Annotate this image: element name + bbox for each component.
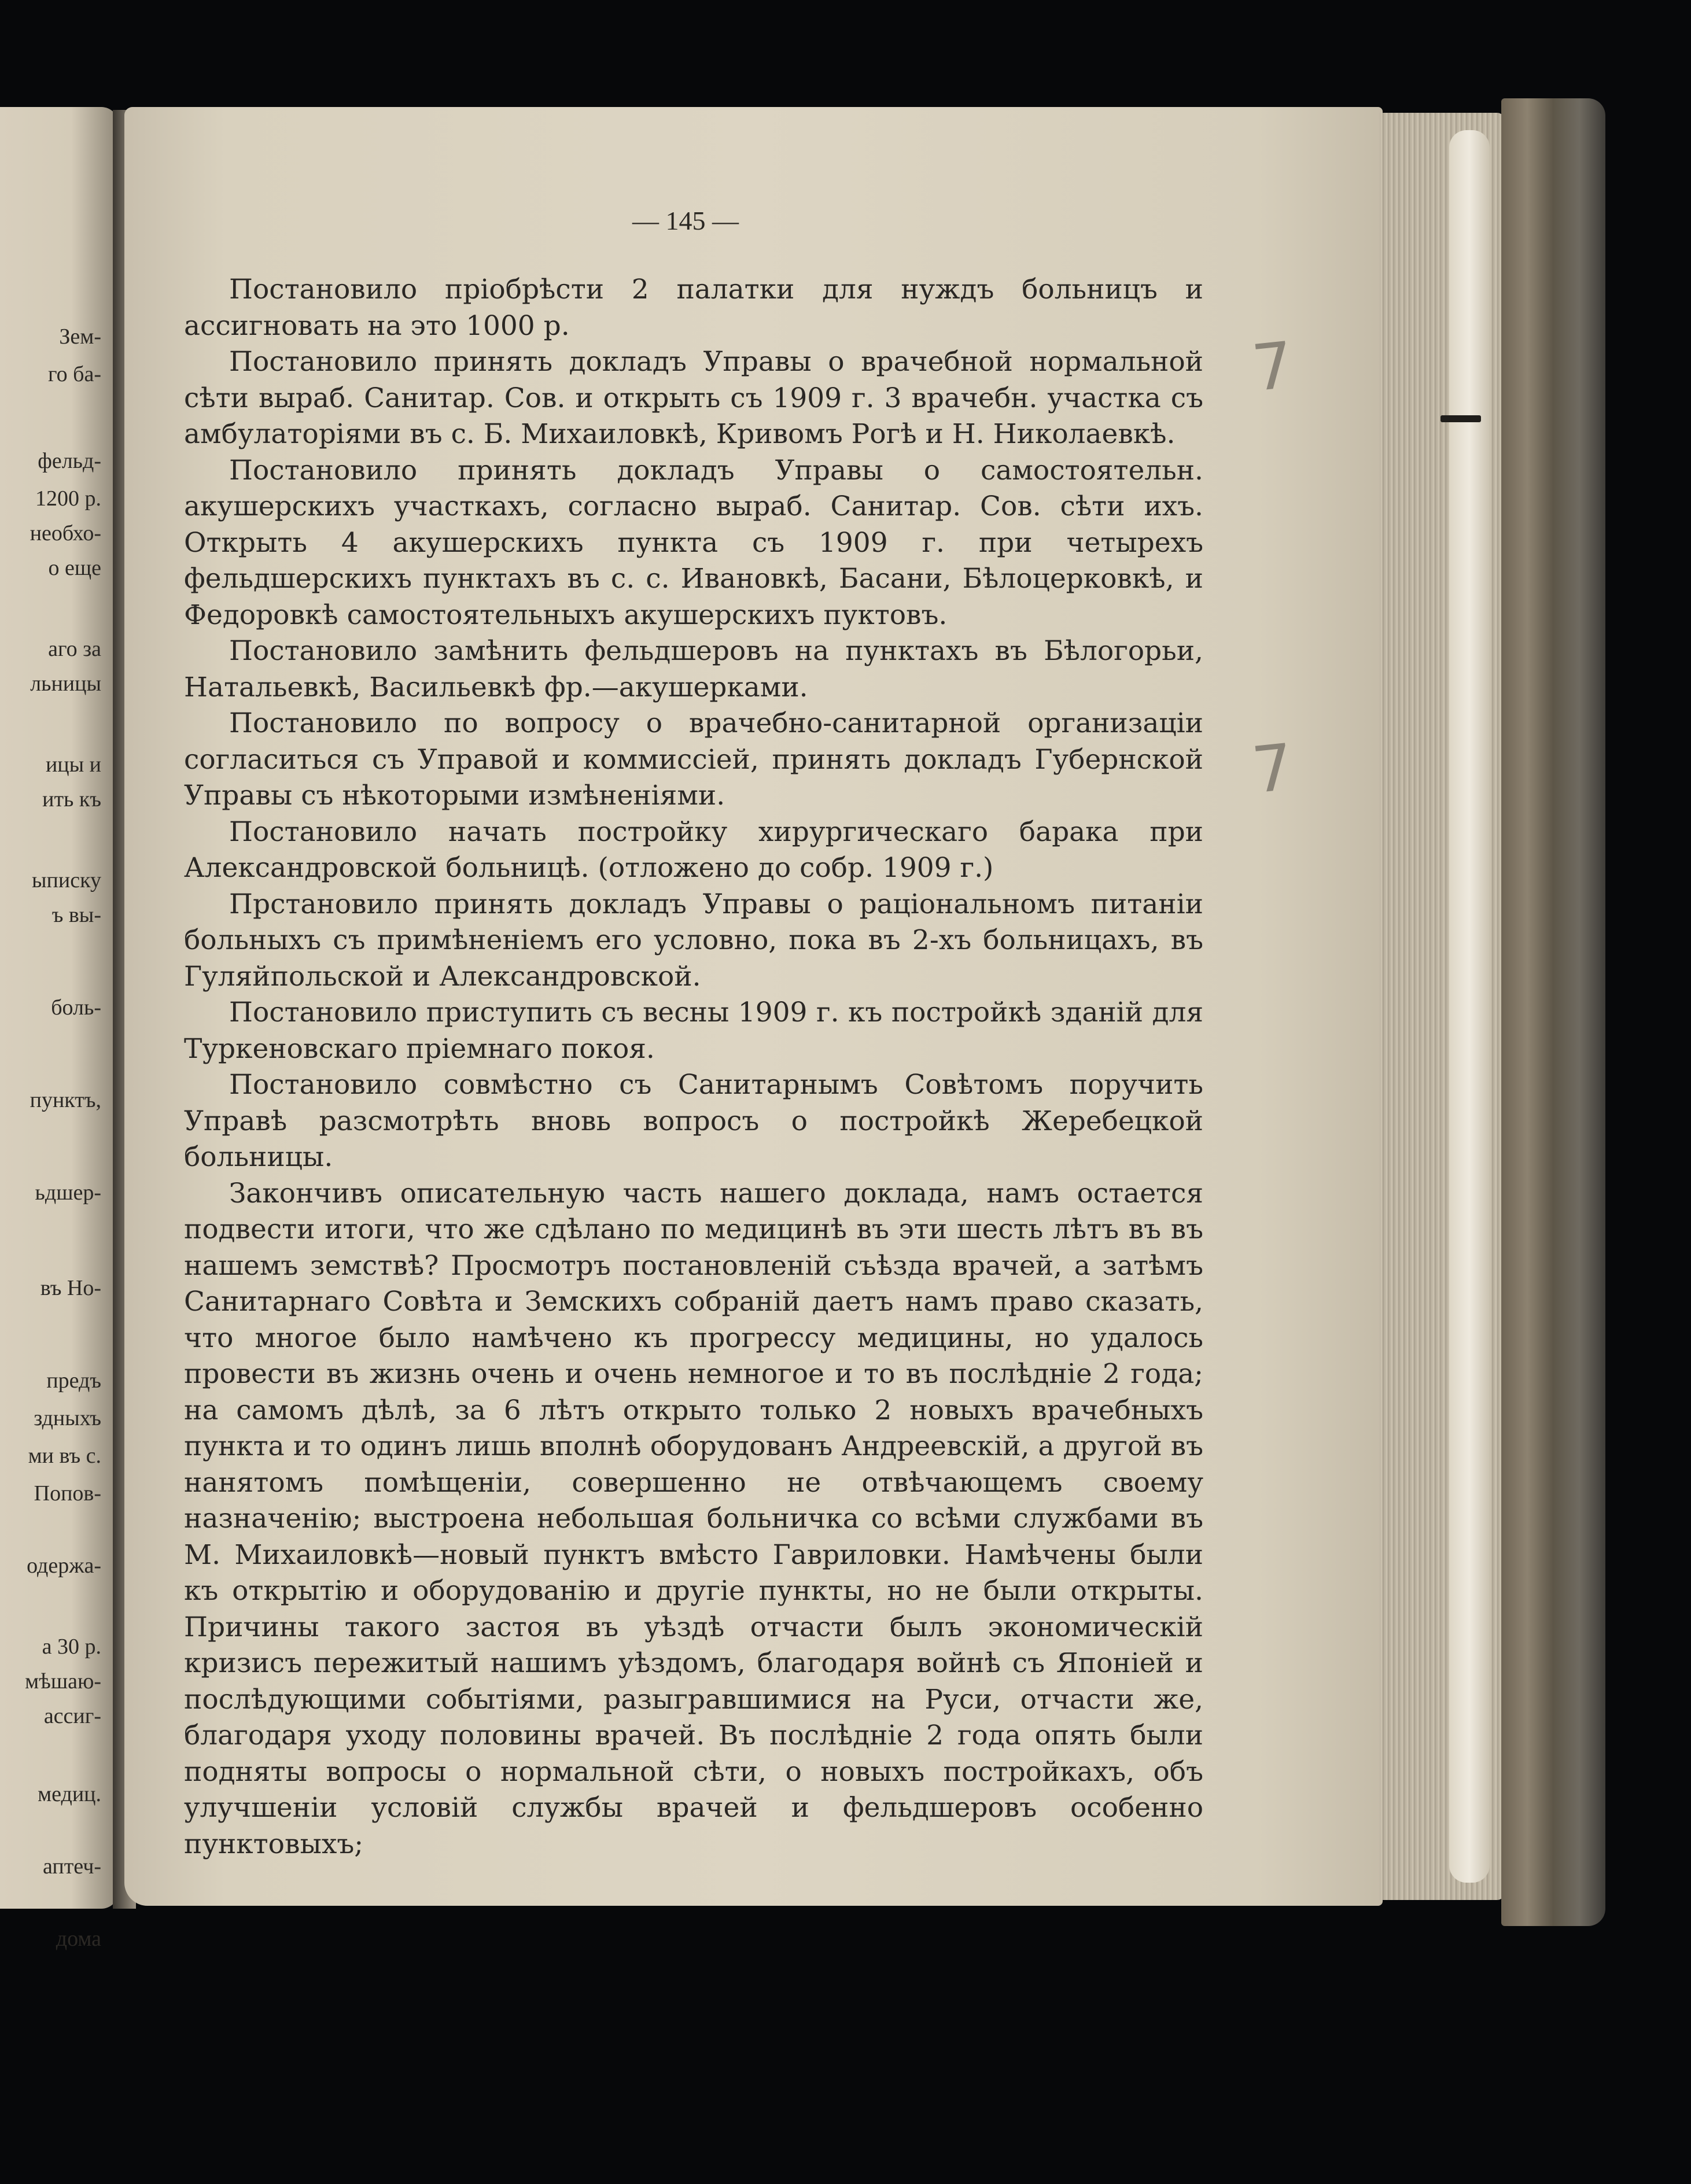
pencil-margin-mark: 7	[1248, 729, 1297, 808]
left-fragment: ассиг-	[43, 1704, 101, 1728]
left-fragment: ми въ с.	[28, 1444, 101, 1468]
left-fragment: пунктъ,	[30, 1088, 101, 1112]
left-fragment: ицы и	[45, 752, 101, 777]
left-fragment: ъ вы-	[51, 903, 101, 927]
left-fragment: а 30 р.	[42, 1635, 101, 1659]
left-fragment: аптеч-	[43, 1854, 101, 1879]
left-fragment: боль-	[51, 995, 101, 1020]
left-fragment: предъ	[46, 1368, 101, 1393]
left-fragment: необхо-	[30, 521, 101, 545]
book-cover-edge	[1501, 98, 1605, 1926]
left-fragment: льницы	[30, 672, 101, 696]
left-fragment: въ Но-	[40, 1276, 101, 1300]
paragraph: Постановило начать постройку хирургическаго барака при Александровской больницѣ. (отложено до собр. 1909 г.)	[184, 816, 1203, 884]
left-fragment: медиц.	[38, 1782, 101, 1806]
paragraph: Постановило замѣнить фельдшеровъ на пунктахъ въ Бѣлогорьи, Натальевкѣ, Васильевкѣ фр.—акушерками.	[184, 635, 1203, 703]
left-fragment: одержа-	[27, 1554, 101, 1578]
left-fragment: о еще	[48, 556, 101, 580]
pencil-margin-mark: 7	[1248, 327, 1297, 406]
left-fragment: 1200 р.	[35, 486, 101, 511]
paragraph: Постановило принять докладъ Управы о самостоятельн. акушерскихъ участкахъ, согласно выраб. Санитар. Сов. сѣти ихъ. Открыть 4 акушерскихъ пункта съ 1909 г. при четырехъ фельдшерскихъ пунктахъ въ с. с. Ивановкѣ, Басани, Бѣлоцерковкѣ, и Федоровкѣ самостоятельныхъ акушерскихъ пуктовъ.	[184, 454, 1203, 631]
left-fragment: мѣшаю-	[25, 1669, 101, 1694]
bookmark-strip	[1441, 415, 1481, 422]
left-fragment: здныхъ	[34, 1406, 101, 1430]
paragraph: Прстановило принять докладъ Управы о раціональномъ питаніи больныхъ съ примѣненіемъ его условно, пока въ 2-хъ больницахъ, въ Гуляйпольской и Александровской.	[184, 888, 1203, 993]
left-fragment: ьдшер-	[35, 1180, 101, 1205]
page-body-text	[184, 272, 1203, 1862]
paragraph: Постановило совмѣстно съ Санитарнымъ Совѣтомъ поручить Управѣ разсмотрѣть вновь вопросъ о постройкѣ Жеребецкой больницы.	[184, 1069, 1203, 1173]
left-fragment: Попов-	[34, 1481, 101, 1506]
paragraph: Постановило принять докладъ Управы о врачебной нормальной сѣти выраб. Санитар. Сов. и открыть съ 1909 г. 3 врачебн. участка съ амбулаторіями въ с. Б. Михаиловкѣ, Кривомъ Рогѣ и Н. Николаевкѣ.	[184, 346, 1203, 450]
left-fragment: Зем-	[59, 324, 101, 349]
left-fragment: ыписку	[32, 868, 101, 892]
left-fragment: фельд-	[38, 449, 101, 473]
page-number: — 145 —	[632, 206, 739, 235]
paragraph: Постановило по вопросу о врачебно-санитарной организаціи согласиться съ Управой и коммиссіей, принять докладъ Губернской Управы съ нѣкоторыми измѣненіями.	[184, 707, 1203, 811]
left-fragment: го ба-	[48, 362, 101, 386]
page-stack-highlight	[1449, 130, 1490, 1883]
paragraph: Закончивъ описательную часть нашего доклада, намъ остается подвести итоги, что же сдѣлано по медицинѣ въ эти шесть лѣтъ въ въ нашемъ земствѣ? Просмотръ постановленій съѣзда врачей, а затѣмъ Санитарнаго Совѣта и Земскихъ собраній даетъ намъ право сказать, что многое было намѣчено къ прогрессу медицины, но удалось провести въ жизнь очень и очень немногое и то въ послѣдніе 2 года; на самомъ дѣлѣ, за 6 лѣтъ открыто только 2 новыхъ врачебныхъ пункта и то одинъ лишь вполнѣ оборудованъ Андреевскій, а другой въ нанятомъ помѣщеніи, совершенно не отвѣчающемъ своему назначенію; выстроена небольшая больничка со всѣми службами въ М. Михаиловкѣ—новый пунктъ вмѣсто Гавриловки. Намѣчены были къ открытію и оборудованію и другіе пункты, но не были открыты. Причины такого застоя въ уѣздѣ отчасти былъ экономическій кризисъ пережитый нашимъ уѣздомъ, благодаря войнѣ съ Японіей и послѣдующими событіями, разыгравшимися на Руси, отчасти же, благодаря уходу половины врачей. Въ послѣдніе 2 года опять были подняты вопросы о нормальной сѣти, о новыхъ постройкахъ, объ улучшеніи условій службы врачей и фельдшеровъ особенно пунктовыхъ;	[184, 1177, 1203, 1860]
left-fragment: дома	[56, 1927, 101, 1951]
previous-page-fragment	[0, 107, 119, 1951]
left-fragment: аго за	[48, 637, 101, 661]
paragraph: Постановило пріобрѣсти 2 палатки для нуждъ больницъ и ассигновать на это 1000 р.	[184, 274, 1203, 342]
paragraph: Постановило приступить съ весны 1909 г. къ постройкѣ зданій для Туркеновскаго пріемнаго покоя.	[184, 997, 1203, 1065]
left-fragment: ить къ	[42, 787, 101, 811]
